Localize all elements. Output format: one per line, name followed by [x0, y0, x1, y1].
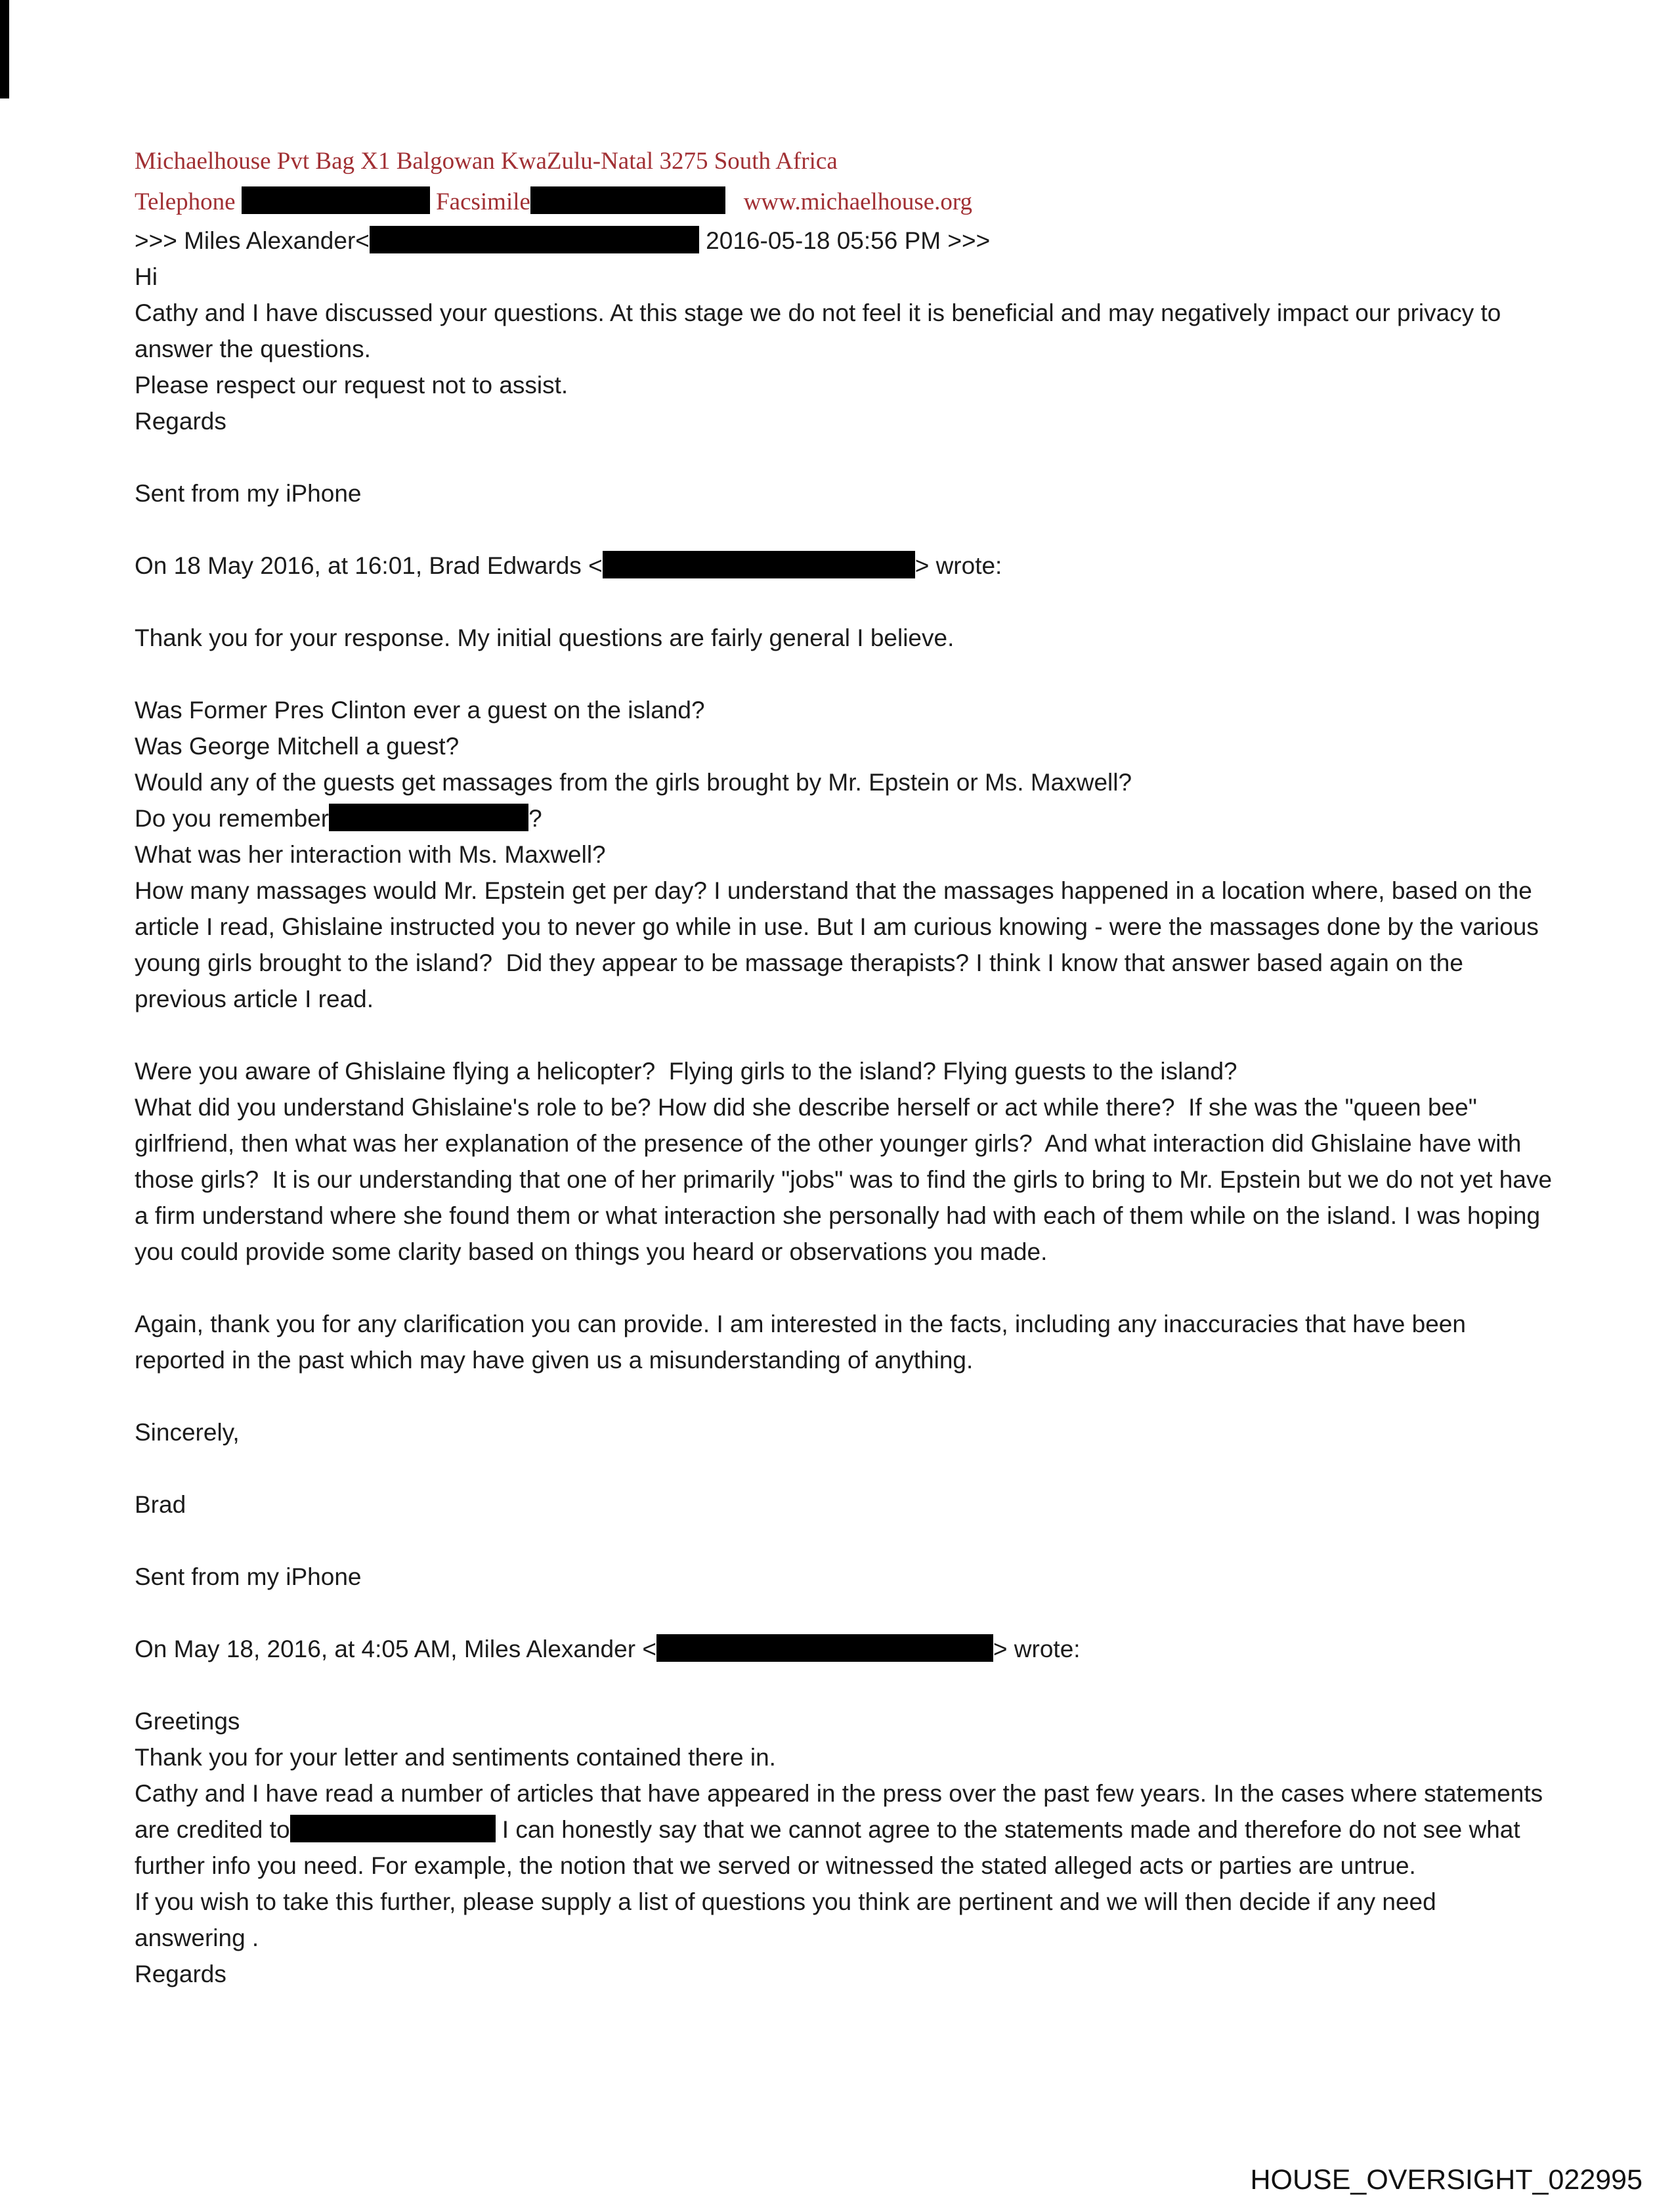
redaction-bar [530, 186, 725, 214]
text-segment: Sent from my iPhone [135, 1563, 362, 1590]
message2-header [135, 548, 1553, 584]
text-segment: Please respect our request not to assist. [135, 372, 569, 399]
text-segment: Cathy and I have read a number of articles that have appeared in the press over the past few years. In the cases where statements are credited to [135, 1780, 1550, 1843]
redaction-bar [370, 226, 699, 253]
letterhead-address [135, 141, 1553, 182]
blank-line [135, 584, 1553, 620]
text-segment: I can honestly say that we cannot agree to the statements made and therefore do not see what further info you need. For example, the notion that we served or witnessed the stated alleged acts or parties are untrue. [135, 1816, 1527, 1879]
blank-line [135, 439, 1553, 475]
text-segment: Would any of the guests get massages from the girls brought by Mr. Epstein or Ms. Maxwell? [135, 769, 1132, 796]
message1-body-2 [135, 367, 1553, 403]
blank-line [135, 1523, 1553, 1559]
message2-signoff [135, 1414, 1553, 1450]
message1-body-1 [135, 295, 1553, 367]
document-body [135, 141, 1559, 1992]
message2-question-6 [135, 873, 1553, 1017]
bates-number: HOUSE_OVERSIGHT_022995 [1250, 2164, 1642, 2196]
message3-body-3 [135, 1884, 1553, 1956]
scan-edge-artifact [0, 0, 9, 98]
message2-body-1 [135, 620, 1553, 656]
blank-line [135, 1017, 1553, 1053]
text-segment: On 18 May 2016, at 16:01, Brad Edwards < [135, 552, 603, 579]
text-segment: 2016-05-18 05:56 PM >>> [698, 227, 991, 254]
message3-greeting [135, 1703, 1553, 1739]
redaction-bar [603, 551, 915, 578]
text-segment: Cathy and I have discussed your questions. At this stage we do not feel it is beneficial and may negatively impact our privacy to answer the questions. [135, 299, 1508, 362]
text-segment: Sincerely, [135, 1419, 240, 1446]
text-segment: Again, thank you for any clarification you can provide. I am interested in the facts, including any inaccuracies that have been reported in the past which may have given us a misunderstanding of anything. [135, 1311, 1473, 1374]
text-segment: Michaelhouse Pvt Bag X1 Balgowan KwaZulu-Natal 3275 South Africa [135, 148, 838, 175]
blank-line [135, 511, 1553, 548]
text-segment: Sent from my iPhone [135, 480, 362, 507]
blank-line [135, 656, 1553, 692]
message2-question-8 [135, 1089, 1559, 1270]
message3-header [135, 1631, 1553, 1667]
blank-line [135, 1595, 1553, 1631]
message3-body-1 [135, 1739, 1553, 1775]
message2-signature [135, 1559, 1553, 1595]
text-segment: What was her interaction with Ms. Maxwell? [135, 841, 606, 868]
message2-question-2 [135, 728, 1553, 764]
text-segment: What did you understand Ghislaine's role to be? How did she describe herself or act while there? If she was the "queen bee" girlfriend, then what was her explanation of the presence of the other younger girls? And what interaction did Ghislaine have with those girls? It is our understanding that one of her primarily "jobs" was to find the girls to bring to Mr. Epstein but we do not yet have a firm understand where she found them or what interaction she personally had with each of them while on the island. I was hoping you could provide some clarity based on things you heard or observations you made. [135, 1094, 1559, 1265]
letterhead-contact [135, 182, 1553, 223]
message2-question-5 [135, 836, 1553, 873]
message1-signoff [135, 403, 1553, 439]
text-segment: Telephone [135, 188, 242, 215]
text-segment: > wrote: [914, 552, 1002, 579]
text-segment: ? [528, 805, 542, 832]
blank-line [135, 1450, 1553, 1486]
text-segment: www.michaelhouse.org [725, 188, 973, 215]
redaction-bar [656, 1634, 993, 1662]
text-segment: Was George Mitchell a guest? [135, 733, 460, 760]
message2-question-3 [135, 764, 1553, 800]
text-segment: Greetings [135, 1708, 240, 1735]
text-segment: Facsimile [429, 188, 530, 215]
text-segment: Hi [135, 263, 158, 290]
message2-signature-name [135, 1486, 1553, 1523]
text-segment: Thank you for your response. My initial questions are fairly general I believe. [135, 624, 955, 651]
blank-line [135, 1270, 1553, 1306]
text-segment: Regards [135, 1961, 226, 1987]
text-segment: Were you aware of Ghislaine flying a helicopter? Flying girls to the island? Flying guests to the island? [135, 1058, 1237, 1085]
message3-body-2 [135, 1775, 1553, 1884]
text-segment: Do you remember [135, 805, 330, 832]
text-segment: On May 18, 2016, at 4:05 AM, Miles Alexander < [135, 1636, 656, 1662]
redaction-bar [242, 186, 430, 214]
message3-signoff [135, 1956, 1553, 1992]
text-segment: If you wish to take this further, please supply a list of questions you think are pertinent and we will then decide if any need answering . [135, 1888, 1443, 1951]
message1-signature [135, 475, 1553, 511]
text-segment: Brad [135, 1491, 186, 1518]
message2-question-4 [135, 800, 1553, 836]
message2-question-1 [135, 692, 1553, 728]
message2-question-7 [135, 1053, 1553, 1089]
text-segment: Thank you for your letter and sentiments contained there in. [135, 1744, 776, 1771]
text-segment: How many massages would Mr. Epstein get per day? I understand that the massages happened in a location where, based on the article I read, Ghislaine instructed you to never go while in use. But I am curious knowing - were the massages done by the various young girls brought to the island? Did they appear to be massage therapists? I think I know that answer based again on the previous article I read. [135, 877, 1546, 1012]
blank-line [135, 1667, 1553, 1703]
text-segment: Regards [135, 408, 226, 435]
text-segment: > wrote: [993, 1636, 1081, 1662]
message1-header [135, 223, 1553, 259]
redaction-bar [290, 1815, 496, 1842]
message1-greeting [135, 259, 1553, 295]
redaction-bar [329, 804, 528, 831]
text-segment: >>> Miles Alexander< [135, 227, 370, 254]
blank-line [135, 1378, 1553, 1414]
message2-body-2 [135, 1306, 1553, 1378]
text-segment: Was Former Pres Clinton ever a guest on the island? [135, 697, 705, 724]
